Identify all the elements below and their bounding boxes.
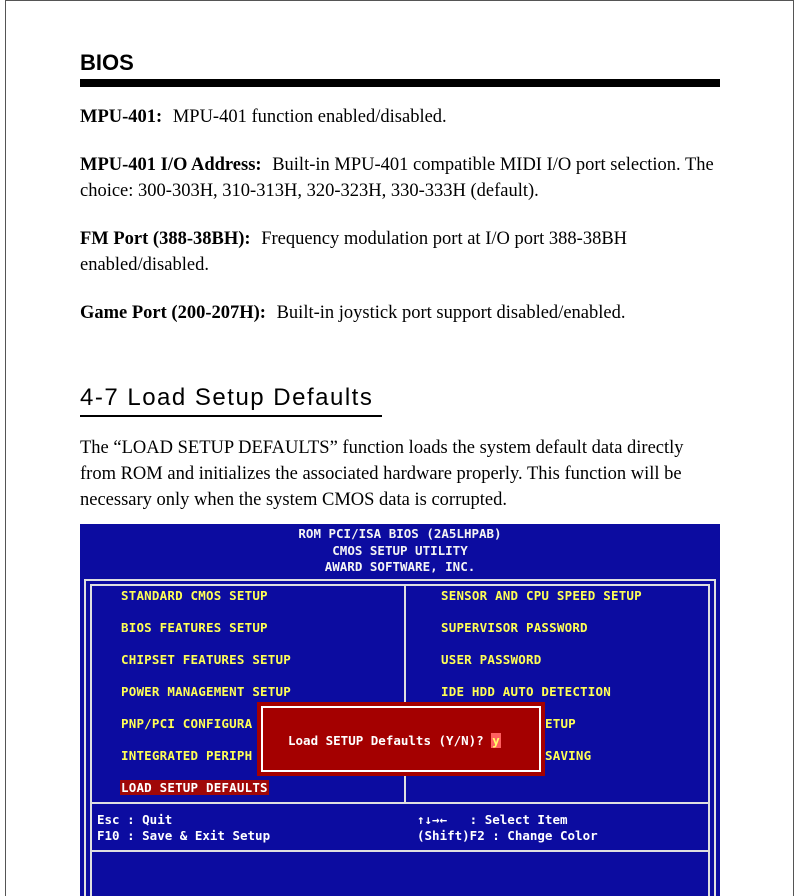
section-heading: BIOS [80, 50, 134, 75]
subsection-heading: 4-7 Load Setup Defaults [80, 384, 374, 411]
bios-menu-divider [90, 802, 710, 804]
menu-pnp-pci-configuration[interactable]: PNP/PCI CONFIGURA [121, 716, 253, 731]
paragraph-game-port [80, 300, 730, 326]
bios-title-line: ROM PCI/ISA BIOS (2A5LHPAB) [298, 526, 502, 541]
term-game-port: Game Port (200-207H): [80, 303, 266, 323]
term-mpu401-io: MPU-401 I/O Address: [80, 155, 262, 175]
subsection-rule [80, 415, 382, 417]
paragraph-mpu401 [80, 104, 730, 130]
bios-title [80, 526, 720, 576]
help-f10-save-exit: F10 : Save & Exit Setup [97, 828, 271, 843]
help-esc-quit: Esc : Quit [97, 812, 173, 827]
help-change-color: (Shift)F2 : Change Color [417, 828, 598, 843]
term-mpu401: MPU-401: [80, 107, 163, 127]
bios-title-line: AWARD SOFTWARE, INC. [324, 559, 476, 574]
menu-ide-hdd-auto-detection[interactable]: IDE HDD AUTO DETECTION [441, 684, 611, 699]
menu-supervisor-password[interactable]: SUPERVISOR PASSWORD [441, 620, 588, 635]
menu-integrated-peripherals[interactable]: INTEGRATED PERIPH [121, 748, 253, 763]
menu-chipset-features-setup[interactable]: CHIPSET FEATURES SETUP [121, 652, 291, 667]
dialog-input[interactable]: y [492, 733, 500, 748]
menu-load-setup-defaults[interactable]: LOAD SETUP DEFAULTS [121, 780, 268, 795]
help-select-item: ↑↓→← : Select Item [417, 812, 568, 827]
section-rule [80, 79, 720, 87]
bios-title-line: CMOS SETUP UTILITY [332, 542, 468, 558]
menu-power-management-setup[interactable]: POWER MANAGEMENT SETUP [121, 684, 291, 699]
desc-game-port: Built-in joystick port support disabled/enabled. [276, 303, 626, 323]
menu-sensor-cpu-speed-setup[interactable]: SENSOR AND CPU SPEED SETUP [441, 588, 642, 603]
menu-user-password[interactable]: USER PASSWORD [441, 652, 542, 667]
menu-exit-without-saving[interactable]: SAVING [545, 748, 592, 763]
subsection-body: The “LOAD SETUP DEFAULTS” function loads the system default data directly from ROM and initializes the associated hardware properly. This function will be necessary only when the system CMOS data is corrupted. [80, 438, 684, 510]
desc-fm-port: Frequency modulation port at I/O port 388-38BH enabled/disabled. [80, 229, 628, 275]
bios-help-divider [90, 850, 710, 852]
menu-save-exit-setup[interactable]: ETUP [545, 716, 576, 731]
desc-mpu401: MPU-401 function enabled/disabled. [172, 107, 447, 127]
menu-standard-cmos-setup[interactable]: STANDARD CMOS SETUP [121, 588, 268, 603]
paragraph-mpu401-io [80, 152, 730, 204]
load-defaults-dialog [257, 702, 545, 776]
desc-mpu401-io: Built-in MPU-401 compatible MIDI I/O port selection. The choice: 300-303H, 310-313H, 320-323H, 330-333H (default). [80, 155, 714, 201]
menu-bios-features-setup[interactable]: BIOS FEATURES SETUP [121, 620, 268, 635]
dialog-prompt: Load SETUP Defaults (Y/N)? [288, 733, 492, 748]
dialog-prompt-line [288, 733, 501, 748]
term-fm-port: FM Port (388-38BH): [80, 229, 251, 249]
bios-screenshot [80, 524, 720, 896]
paragraph-fm-port [80, 226, 730, 278]
